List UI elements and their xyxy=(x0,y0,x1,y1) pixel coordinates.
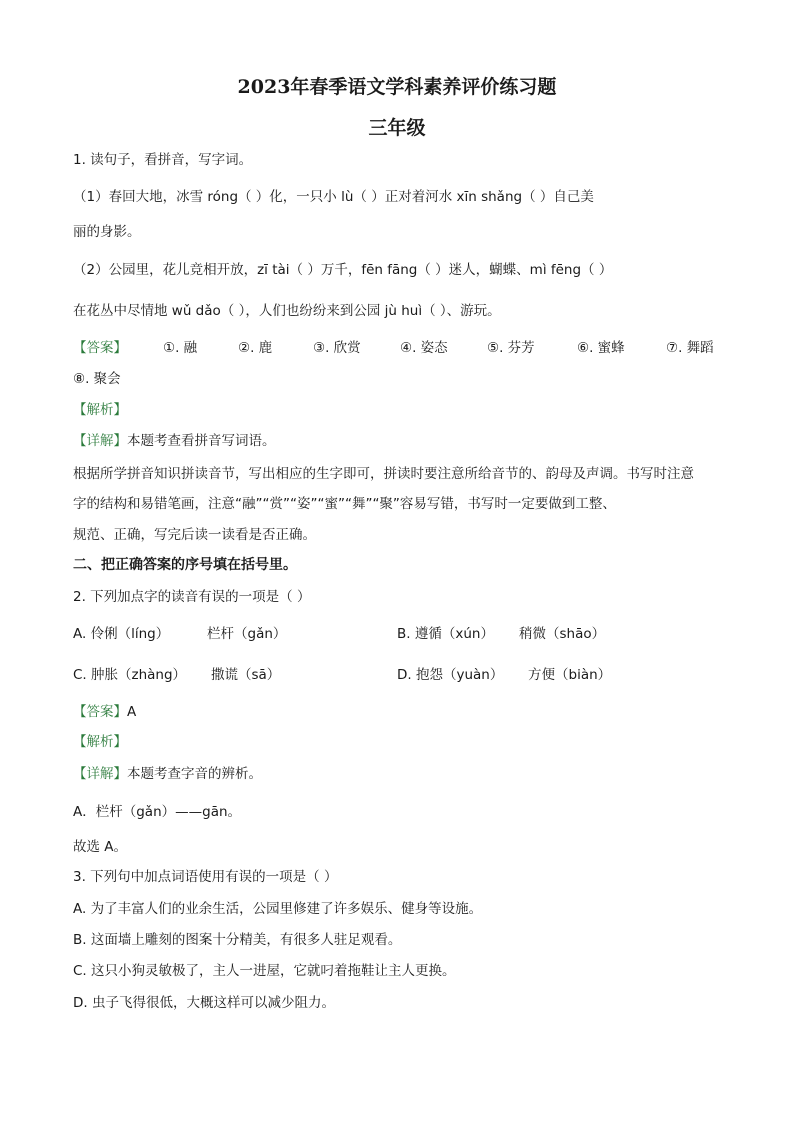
q1-answer-8: ⑧. 聚会 xyxy=(73,371,121,387)
q2-option-c-1: C. 肿胀（zhàng） xyxy=(73,667,187,683)
q2-option-d-1: D. 抱怨（yuàn） xyxy=(397,667,504,683)
q2-detail-text: 本题考查字音的辨析。 xyxy=(127,766,262,782)
q2-option-d-2: 方便（biàn） xyxy=(528,667,612,683)
q1-analysis-tag: 【解析】 xyxy=(73,402,127,418)
q1-sentence-1a: （1）春回大地，冰雪 róng（ ）化，一只小 lù（ ）正对着河水 xīn shǎng（ ）自己美 xyxy=(73,189,594,205)
q1-sentence-2b: 在花丛中尽情地 wǔ dǎo（ ），人们也纷纷来到公园 jù huì（ ）、游玩。 xyxy=(73,303,501,319)
q1-detail xyxy=(73,431,733,451)
q3-option-a: A. 为了丰富人们的业余生活，公园里修建了许多娱乐、健身等设施。 xyxy=(73,901,483,917)
q2-option-b-2: 稍微（shāo） xyxy=(519,626,606,642)
q2-answer-value: A xyxy=(127,704,137,720)
document-title: 2023年春季语文学科素养评价练习题 xyxy=(237,76,557,98)
q1-explanation-3: 规范、正确，写完后读一读看是否正确。 xyxy=(73,527,316,543)
q1-answer-5: ⑤. 芬芳 xyxy=(487,340,535,356)
q2-explanation-2: 故选 A。 xyxy=(73,839,128,855)
q1-answer-2: ②. 鹿 xyxy=(238,340,273,356)
q3-option-b: B. 这面墙上雕刻的图案十分精美，有很多人驻足观看。 xyxy=(73,932,402,948)
q1-explanation-2: 字的结构和易错笔画，注意“融”“赏”“姿”“蜜”“舞”“聚”容易写错，书写时一定要做到工整、 xyxy=(73,496,616,512)
q2-detail xyxy=(73,764,733,784)
q1-answer-3: ③. 欣赏 xyxy=(313,340,361,356)
q1-answer-1: ①. 融 xyxy=(163,340,198,356)
section-2-heading: 二、把正确答案的序号填在括号里。 xyxy=(73,557,297,573)
q1-sentence-2a: （2）公园里，花儿竞相开放，zī tài（ ）万千，fēn fāng（ ）迷人，蝴蝶、mì fēng（ ） xyxy=(73,262,613,278)
q2-explanation-1: A．栏杆（gǎn）——gān。 xyxy=(73,804,242,820)
q2-option-a-2: 栏杆（gǎn） xyxy=(207,626,287,642)
q1-answer-4: ④. 姿态 xyxy=(400,340,448,356)
q1-sentence-1b: 丽的身影。 xyxy=(73,224,141,240)
q1-stem: 1. 读句子，看拼音，写字词。 xyxy=(73,152,253,168)
q2-answer xyxy=(73,702,733,722)
q3-option-c: C. 这只小狗灵敏极了，主人一进屋，它就叼着拖鞋让主人更换。 xyxy=(73,963,456,979)
q2-option-c-2: 撒谎（sā） xyxy=(211,667,281,683)
q2-detail-tag: 【详解】 xyxy=(73,766,127,782)
q1-answer-7: ⑦. 舞蹈 xyxy=(666,340,714,356)
q1-answer-6: ⑥. 蜜蜂 xyxy=(577,340,625,356)
q3-option-d: D. 虫子飞得很低，大概这样可以减少阻力。 xyxy=(73,995,335,1011)
q2-option-b-1: B. 遵循（xún） xyxy=(397,626,494,642)
q1-detail-text: 本题考查看拼音写词语。 xyxy=(127,433,276,449)
q2-answer-tag: 【答案】 xyxy=(73,704,127,720)
q3-stem: 3. 下列句中加点词语使用有误的一项是（ ） xyxy=(73,869,338,885)
q1-answer-tag: 【答案】 xyxy=(73,340,127,356)
q2-analysis-tag: 【解析】 xyxy=(73,734,127,750)
q2-option-a-1: A. 伶俐（líng） xyxy=(73,626,170,642)
grade-title: 三年级 xyxy=(368,117,426,139)
q1-explanation-1: 根据所学拼音知识拼读音节，写出相应的生字即可，拼读时要注意所给音节的、韵母及声调。书写时注意 xyxy=(73,466,694,482)
q1-detail-tag: 【详解】 xyxy=(73,433,127,449)
q2-stem: 2. 下列加点字的读音有误的一项是（ ） xyxy=(73,589,311,605)
